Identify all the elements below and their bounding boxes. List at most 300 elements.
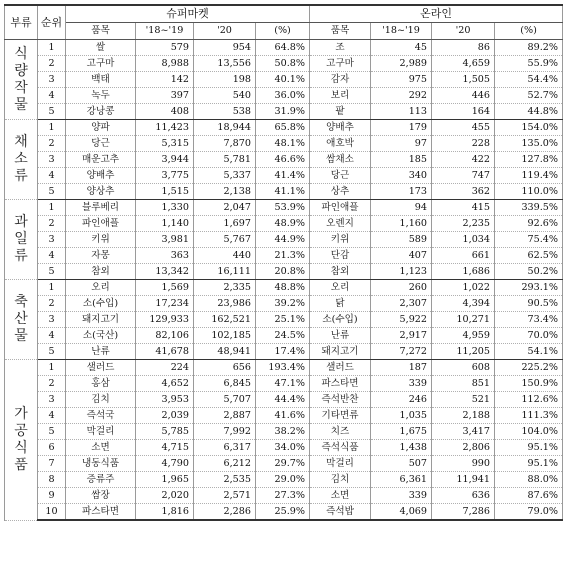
super-item-cell: 양파 (66, 120, 136, 136)
super-item-cell: 돼지고기 (66, 312, 136, 328)
online-1819-cell: 2,989 (371, 56, 432, 72)
table-row (5, 424, 563, 440)
super-1819-cell: 4,652 (136, 376, 194, 392)
online-1819-cell: 2,307 (371, 296, 432, 312)
table-row (5, 56, 563, 72)
super-pct-cell: 53.9% (256, 200, 310, 216)
super-item-cell: 당근 (66, 136, 136, 152)
header-supermarket: 슈퍼마켓 (66, 5, 310, 23)
online-20-cell: 4,659 (432, 56, 495, 72)
super-item-cell: 증류주 (66, 472, 136, 488)
super-1819-cell: 1,140 (136, 216, 194, 232)
super-pct-cell: 65.8% (256, 120, 310, 136)
rank-cell: 1 (38, 200, 66, 216)
online-item-cell: 즉석식품 (310, 440, 371, 456)
online-item-cell: 고구마 (310, 56, 371, 72)
super-1819-cell: 397 (136, 88, 194, 104)
super-pct-cell: 29.0% (256, 472, 310, 488)
rank-cell: 2 (38, 376, 66, 392)
super-item-cell: 양배추 (66, 168, 136, 184)
super-20-cell: 2,286 (194, 504, 256, 521)
online-item-cell: 즉석밥 (310, 504, 371, 521)
header-rank: 순위 (38, 5, 66, 40)
online-20-cell: 2,806 (432, 440, 495, 456)
super-1819-cell: 3,953 (136, 392, 194, 408)
online-1819-cell: 407 (371, 248, 432, 264)
rank-cell: 4 (38, 408, 66, 424)
online-item-cell: 상추 (310, 184, 371, 200)
super-item-cell: 파스타면 (66, 504, 136, 521)
rank-cell: 2 (38, 216, 66, 232)
super-item-cell: 막걸리 (66, 424, 136, 440)
table-row (5, 200, 563, 216)
super-pct-cell: 44.9% (256, 232, 310, 248)
table-row (5, 40, 563, 56)
category-cell (5, 200, 38, 280)
super-1819-cell: 4,790 (136, 456, 194, 472)
online-20-cell: 7,286 (432, 504, 495, 521)
rank-cell: 4 (38, 248, 66, 264)
table-row (5, 136, 563, 152)
super-20-cell: 198 (194, 72, 256, 88)
online-pct-cell: 52.7% (495, 88, 563, 104)
super-pct-cell: 21.3% (256, 248, 310, 264)
super-pct-cell: 38.2% (256, 424, 310, 440)
online-1819-cell: 975 (371, 72, 432, 88)
rank-cell: 4 (38, 168, 66, 184)
super-pct-cell: 50.8% (256, 56, 310, 72)
super-pct-cell: 36.0% (256, 88, 310, 104)
table-row (5, 88, 563, 104)
header-super-y20: '20 (194, 23, 256, 40)
super-item-cell: 고구마 (66, 56, 136, 72)
super-1819-cell: 41,678 (136, 344, 194, 360)
super-20-cell: 540 (194, 88, 256, 104)
rank-cell: 1 (38, 40, 66, 56)
online-pct-cell: 87.6% (495, 488, 563, 504)
online-1819-cell: 4,069 (371, 504, 432, 521)
super-20-cell: 954 (194, 40, 256, 56)
online-20-cell: 1,034 (432, 232, 495, 248)
super-20-cell: 13,556 (194, 56, 256, 72)
super-pct-cell: 48.1% (256, 136, 310, 152)
table-row (5, 360, 563, 376)
online-20-cell: 11,205 (432, 344, 495, 360)
rank-cell: 2 (38, 136, 66, 152)
super-1819-cell: 1,330 (136, 200, 194, 216)
online-pct-cell: 110.0% (495, 184, 563, 200)
super-1819-cell: 4,715 (136, 440, 194, 456)
super-20-cell: 6,317 (194, 440, 256, 456)
rank-cell: 4 (38, 88, 66, 104)
super-pct-cell: 25.1% (256, 312, 310, 328)
super-20-cell: 5,337 (194, 168, 256, 184)
online-pct-cell: 50.2% (495, 264, 563, 280)
super-item-cell: 녹두 (66, 88, 136, 104)
online-pct-cell: 150.9% (495, 376, 563, 392)
header-online-item: 품목 (310, 23, 371, 40)
super-pct-cell: 41.1% (256, 184, 310, 200)
online-1819-cell: 1,675 (371, 424, 432, 440)
online-20-cell: 446 (432, 88, 495, 104)
online-pct-cell: 104.0% (495, 424, 563, 440)
super-1819-cell: 5,315 (136, 136, 194, 152)
super-item-cell: 냉동식품 (66, 456, 136, 472)
super-pct-cell: 40.1% (256, 72, 310, 88)
online-20-cell: 228 (432, 136, 495, 152)
rank-cell: 1 (38, 360, 66, 376)
online-item-cell: 조 (310, 40, 371, 56)
category-cell (5, 40, 38, 120)
online-1819-cell: 339 (371, 488, 432, 504)
super-1819-cell: 11,423 (136, 120, 194, 136)
online-item-cell: 당근 (310, 168, 371, 184)
online-20-cell: 4,959 (432, 328, 495, 344)
online-1819-cell: 173 (371, 184, 432, 200)
online-1819-cell: 97 (371, 136, 432, 152)
category-label: 채소류 (14, 134, 28, 184)
online-pct-cell: 55.9% (495, 56, 563, 72)
super-1819-cell: 17,234 (136, 296, 194, 312)
online-1819-cell: 260 (371, 280, 432, 296)
super-20-cell: 2,047 (194, 200, 256, 216)
online-item-cell: 애호박 (310, 136, 371, 152)
online-pct-cell: 54.1% (495, 344, 563, 360)
super-20-cell: 538 (194, 104, 256, 120)
super-20-cell: 7,992 (194, 424, 256, 440)
online-item-cell: 파인애플 (310, 200, 371, 216)
online-1819-cell: 246 (371, 392, 432, 408)
rank-cell: 1 (38, 120, 66, 136)
super-20-cell: 162,521 (194, 312, 256, 328)
super-20-cell: 48,941 (194, 344, 256, 360)
rank-cell: 7 (38, 456, 66, 472)
table-row (5, 152, 563, 168)
online-1819-cell: 94 (371, 200, 432, 216)
online-pct-cell: 54.4% (495, 72, 563, 88)
super-1819-cell: 1,965 (136, 472, 194, 488)
online-item-cell: 파스타면 (310, 376, 371, 392)
super-pct-cell: 41.4% (256, 168, 310, 184)
super-20-cell: 2,138 (194, 184, 256, 200)
online-20-cell: 851 (432, 376, 495, 392)
super-1819-cell: 579 (136, 40, 194, 56)
online-1819-cell: 1,160 (371, 216, 432, 232)
table-row (5, 280, 563, 296)
super-20-cell: 7,870 (194, 136, 256, 152)
online-item-cell: 오리 (310, 280, 371, 296)
super-pct-cell: 17.4% (256, 344, 310, 360)
online-item-cell: 소면 (310, 488, 371, 504)
online-1819-cell: 179 (371, 120, 432, 136)
rank-cell: 10 (38, 504, 66, 521)
online-1819-cell: 5,922 (371, 312, 432, 328)
online-item-cell: 즉석반찬 (310, 392, 371, 408)
super-20-cell: 6,845 (194, 376, 256, 392)
rank-cell: 5 (38, 104, 66, 120)
super-item-cell: 오리 (66, 280, 136, 296)
header-online-y20: '20 (432, 23, 495, 40)
super-1819-cell: 142 (136, 72, 194, 88)
super-20-cell: 6,212 (194, 456, 256, 472)
sales-ranking-table (4, 4, 563, 521)
rank-cell: 3 (38, 152, 66, 168)
table-row (5, 344, 563, 360)
online-1819-cell: 507 (371, 456, 432, 472)
super-1819-cell: 1,515 (136, 184, 194, 200)
table-row (5, 296, 563, 312)
online-pct-cell: 111.3% (495, 408, 563, 424)
online-item-cell: 단감 (310, 248, 371, 264)
category-label: 과일류 (14, 214, 28, 264)
online-20-cell: 10,271 (432, 312, 495, 328)
online-1819-cell: 339 (371, 376, 432, 392)
online-pct-cell: 75.4% (495, 232, 563, 248)
online-pct-cell: 119.4% (495, 168, 563, 184)
super-pct-cell: 193.4% (256, 360, 310, 376)
table-row (5, 376, 563, 392)
category-cell (5, 280, 38, 360)
online-20-cell: 661 (432, 248, 495, 264)
online-item-cell: 키위 (310, 232, 371, 248)
super-pct-cell: 41.6% (256, 408, 310, 424)
super-1819-cell: 82,106 (136, 328, 194, 344)
online-pct-cell: 112.6% (495, 392, 563, 408)
table-row (5, 216, 563, 232)
super-item-cell: 매운고추 (66, 152, 136, 168)
table-row (5, 248, 563, 264)
super-pct-cell: 34.0% (256, 440, 310, 456)
online-pct-cell: 135.0% (495, 136, 563, 152)
super-20-cell: 656 (194, 360, 256, 376)
super-item-cell: 소(국산) (66, 328, 136, 344)
header-category: 부류 (5, 5, 38, 40)
super-1819-cell: 2,020 (136, 488, 194, 504)
online-pct-cell: 73.4% (495, 312, 563, 328)
online-1819-cell: 589 (371, 232, 432, 248)
category-label: 가공식품 (14, 405, 28, 473)
table-row (5, 472, 563, 488)
table-row (5, 392, 563, 408)
super-1819-cell: 2,039 (136, 408, 194, 424)
table-row (5, 168, 563, 184)
super-pct-cell: 24.5% (256, 328, 310, 344)
super-20-cell: 2,571 (194, 488, 256, 504)
rank-cell: 3 (38, 392, 66, 408)
table-row (5, 264, 563, 280)
table-header (5, 5, 563, 40)
online-20-cell: 608 (432, 360, 495, 376)
online-item-cell: 치즈 (310, 424, 371, 440)
online-1819-cell: 6,361 (371, 472, 432, 488)
rank-cell: 2 (38, 296, 66, 312)
online-pct-cell: 79.0% (495, 504, 563, 521)
super-item-cell: 자몽 (66, 248, 136, 264)
super-pct-cell: 64.8% (256, 40, 310, 56)
super-20-cell: 102,185 (194, 328, 256, 344)
online-20-cell: 415 (432, 200, 495, 216)
online-20-cell: 4,394 (432, 296, 495, 312)
super-1819-cell: 129,933 (136, 312, 194, 328)
online-20-cell: 2,235 (432, 216, 495, 232)
online-20-cell: 636 (432, 488, 495, 504)
online-item-cell: 막걸리 (310, 456, 371, 472)
super-20-cell: 1,697 (194, 216, 256, 232)
super-20-cell: 2,335 (194, 280, 256, 296)
super-item-cell: 난류 (66, 344, 136, 360)
online-1819-cell: 45 (371, 40, 432, 56)
super-1819-cell: 1,569 (136, 280, 194, 296)
header-online-pct: (%) (495, 23, 563, 40)
table-row (5, 504, 563, 521)
online-1819-cell: 113 (371, 104, 432, 120)
table-row (5, 120, 563, 136)
super-item-cell: 백태 (66, 72, 136, 88)
rank-cell: 3 (38, 72, 66, 88)
super-pct-cell: 25.9% (256, 504, 310, 521)
super-item-cell: 김치 (66, 392, 136, 408)
table-row (5, 488, 563, 504)
header-super-pct: (%) (256, 23, 310, 40)
table-row (5, 328, 563, 344)
online-20-cell: 3,417 (432, 424, 495, 440)
super-item-cell: 참외 (66, 264, 136, 280)
online-1819-cell: 292 (371, 88, 432, 104)
super-1819-cell: 13,342 (136, 264, 194, 280)
online-1819-cell: 1,123 (371, 264, 432, 280)
category-cell (5, 120, 38, 200)
rank-cell: 4 (38, 328, 66, 344)
rank-cell: 1 (38, 280, 66, 296)
online-pct-cell: 92.6% (495, 216, 563, 232)
super-item-cell: 소(수입) (66, 296, 136, 312)
rank-cell: 5 (38, 184, 66, 200)
rank-cell: 5 (38, 424, 66, 440)
super-item-cell: 샐러드 (66, 360, 136, 376)
online-pct-cell: 62.5% (495, 248, 563, 264)
online-20-cell: 11,941 (432, 472, 495, 488)
category-label: 식량작물 (14, 45, 28, 113)
online-pct-cell: 225.2% (495, 360, 563, 376)
online-20-cell: 422 (432, 152, 495, 168)
online-item-cell: 기타면류 (310, 408, 371, 424)
online-20-cell: 164 (432, 104, 495, 120)
online-1819-cell: 340 (371, 168, 432, 184)
online-1819-cell: 2,917 (371, 328, 432, 344)
online-item-cell: 난류 (310, 328, 371, 344)
online-item-cell: 샐러드 (310, 360, 371, 376)
rank-cell: 6 (38, 440, 66, 456)
table-container (4, 4, 562, 576)
super-1819-cell: 408 (136, 104, 194, 120)
super-item-cell: 키위 (66, 232, 136, 248)
super-pct-cell: 44.4% (256, 392, 310, 408)
online-20-cell: 1,686 (432, 264, 495, 280)
online-pct-cell: 95.1% (495, 440, 563, 456)
super-item-cell: 홍삼 (66, 376, 136, 392)
rank-cell: 8 (38, 472, 66, 488)
super-item-cell: 강낭콩 (66, 104, 136, 120)
super-20-cell: 2,887 (194, 408, 256, 424)
online-20-cell: 747 (432, 168, 495, 184)
super-pct-cell: 20.8% (256, 264, 310, 280)
super-item-cell: 쌀 (66, 40, 136, 56)
super-item-cell: 쌈장 (66, 488, 136, 504)
online-20-cell: 455 (432, 120, 495, 136)
online-20-cell: 86 (432, 40, 495, 56)
online-item-cell: 보리 (310, 88, 371, 104)
online-item-cell: 참외 (310, 264, 371, 280)
online-pct-cell: 90.5% (495, 296, 563, 312)
super-item-cell: 소면 (66, 440, 136, 456)
table-row (5, 104, 563, 120)
table-row (5, 456, 563, 472)
super-1819-cell: 224 (136, 360, 194, 376)
super-20-cell: 18,944 (194, 120, 256, 136)
super-item-cell: 블루베리 (66, 200, 136, 216)
super-item-cell: 양상추 (66, 184, 136, 200)
super-1819-cell: 8,988 (136, 56, 194, 72)
online-pct-cell: 127.8% (495, 152, 563, 168)
super-item-cell: 즉석국 (66, 408, 136, 424)
header-super-y1819: '18~'19 (136, 23, 194, 40)
super-pct-cell: 48.8% (256, 280, 310, 296)
online-1819-cell: 7,272 (371, 344, 432, 360)
table-body (5, 40, 563, 521)
super-20-cell: 16,111 (194, 264, 256, 280)
online-20-cell: 990 (432, 456, 495, 472)
super-pct-cell: 39.2% (256, 296, 310, 312)
rank-cell: 3 (38, 232, 66, 248)
online-item-cell: 쌈채소 (310, 152, 371, 168)
super-item-cell: 파인애플 (66, 216, 136, 232)
super-20-cell: 2,535 (194, 472, 256, 488)
online-20-cell: 1,022 (432, 280, 495, 296)
online-1819-cell: 1,438 (371, 440, 432, 456)
online-item-cell: 감자 (310, 72, 371, 88)
online-pct-cell: 293.1% (495, 280, 563, 296)
super-1819-cell: 1,816 (136, 504, 194, 521)
category-label: 축산물 (14, 294, 28, 344)
table-row (5, 184, 563, 200)
header-online: 온라인 (310, 5, 563, 23)
super-1819-cell: 3,981 (136, 232, 194, 248)
rank-cell: 9 (38, 488, 66, 504)
online-pct-cell: 339.5% (495, 200, 563, 216)
super-20-cell: 5,767 (194, 232, 256, 248)
super-1819-cell: 363 (136, 248, 194, 264)
online-1819-cell: 187 (371, 360, 432, 376)
rank-cell: 5 (38, 344, 66, 360)
super-20-cell: 440 (194, 248, 256, 264)
online-item-cell: 양배추 (310, 120, 371, 136)
online-item-cell: 소(수입) (310, 312, 371, 328)
super-pct-cell: 31.9% (256, 104, 310, 120)
table-row (5, 312, 563, 328)
online-20-cell: 1,505 (432, 72, 495, 88)
online-1819-cell: 185 (371, 152, 432, 168)
table-row (5, 72, 563, 88)
super-1819-cell: 3,775 (136, 168, 194, 184)
online-pct-cell: 88.0% (495, 472, 563, 488)
online-20-cell: 362 (432, 184, 495, 200)
super-20-cell: 23,986 (194, 296, 256, 312)
header-online-y1819: '18~'19 (371, 23, 432, 40)
category-cell (5, 360, 38, 521)
online-item-cell: 돼지고기 (310, 344, 371, 360)
super-20-cell: 5,781 (194, 152, 256, 168)
online-20-cell: 2,188 (432, 408, 495, 424)
